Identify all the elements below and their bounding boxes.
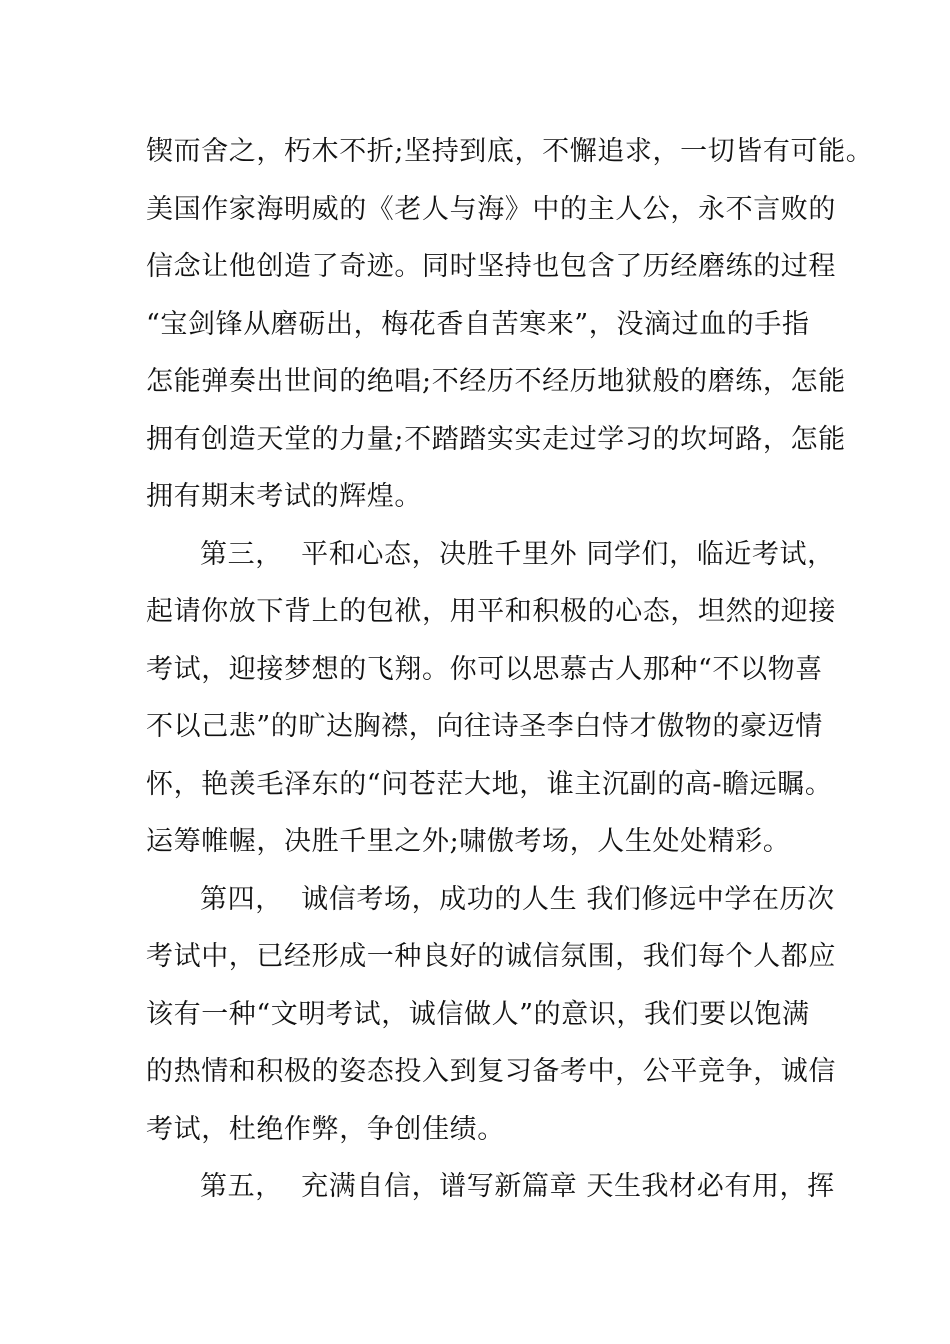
- text-line: 的热情和积极的姿态投入到复习备考中，公平竞争，诚信: [146, 1056, 836, 1087]
- text-line: 不以己悲”的旷达胸襟，向往诗圣李白恃才傲物的豪迈情: [146, 711, 823, 742]
- paragraph-heading-line: 第四， 诚信考场，成功的人生 我们修远中学在历次: [200, 883, 835, 915]
- text-line: “宝剑锋从磨砺出，梅花香自苦寒来”，没滴过血的手指: [146, 308, 810, 340]
- text-line: 拥有期末考试的辉煌。: [146, 481, 422, 512]
- text-line: 考试，杜绝作弊，争创佳绩。: [146, 1113, 505, 1145]
- paragraph-heading-line: 第三， 平和心态，决胜千里外 同学们，临近考试，: [200, 538, 835, 570]
- text-line: 考试中，已经形成一种良好的诚信氛围，我们每个人都应: [146, 941, 836, 972]
- text-line: 怎能弹奏出世间的绝唱;不经历不经历地狱般的磨练，怎能: [146, 366, 846, 397]
- text-line: 拥有创造天堂的力量;不踏踏实实走过学习的坎坷路，怎能: [146, 423, 846, 455]
- text-line: 该有一种“文明考试，诚信做人”的意识，我们要以饱满: [146, 998, 810, 1030]
- text-line: 怀，艳羡毛泽东的“问苍茫大地，谁主沉副的高-瞻远瞩。: [146, 768, 833, 800]
- text-line: 信念让他创造了奇迹。同时坚持也包含了历经磨练的过程: [146, 251, 836, 282]
- text-line: 起请你放下背上的包袱，用平和积极的心态，坦然的迎接: [146, 596, 836, 627]
- text-line: 运筹帷幄，决胜千里之外;啸傲考场，人生处处精彩。: [146, 826, 791, 857]
- paragraph-heading-line: 第五， 充满自信，谱写新篇章 天生我材必有用，挥: [200, 1171, 835, 1202]
- text-line: 美国作家海明威的《老人与海》中的主人公，永不言败的: [146, 193, 836, 225]
- body-text: [146, 130, 874, 1223]
- text-line: 锲而舍之，朽木不折;坚持到底，不懈追求，一切皆有可能。: [146, 136, 874, 167]
- text-line: 考试，迎接梦想的飞翔。你可以思慕古人那种“不以物喜: [146, 653, 823, 685]
